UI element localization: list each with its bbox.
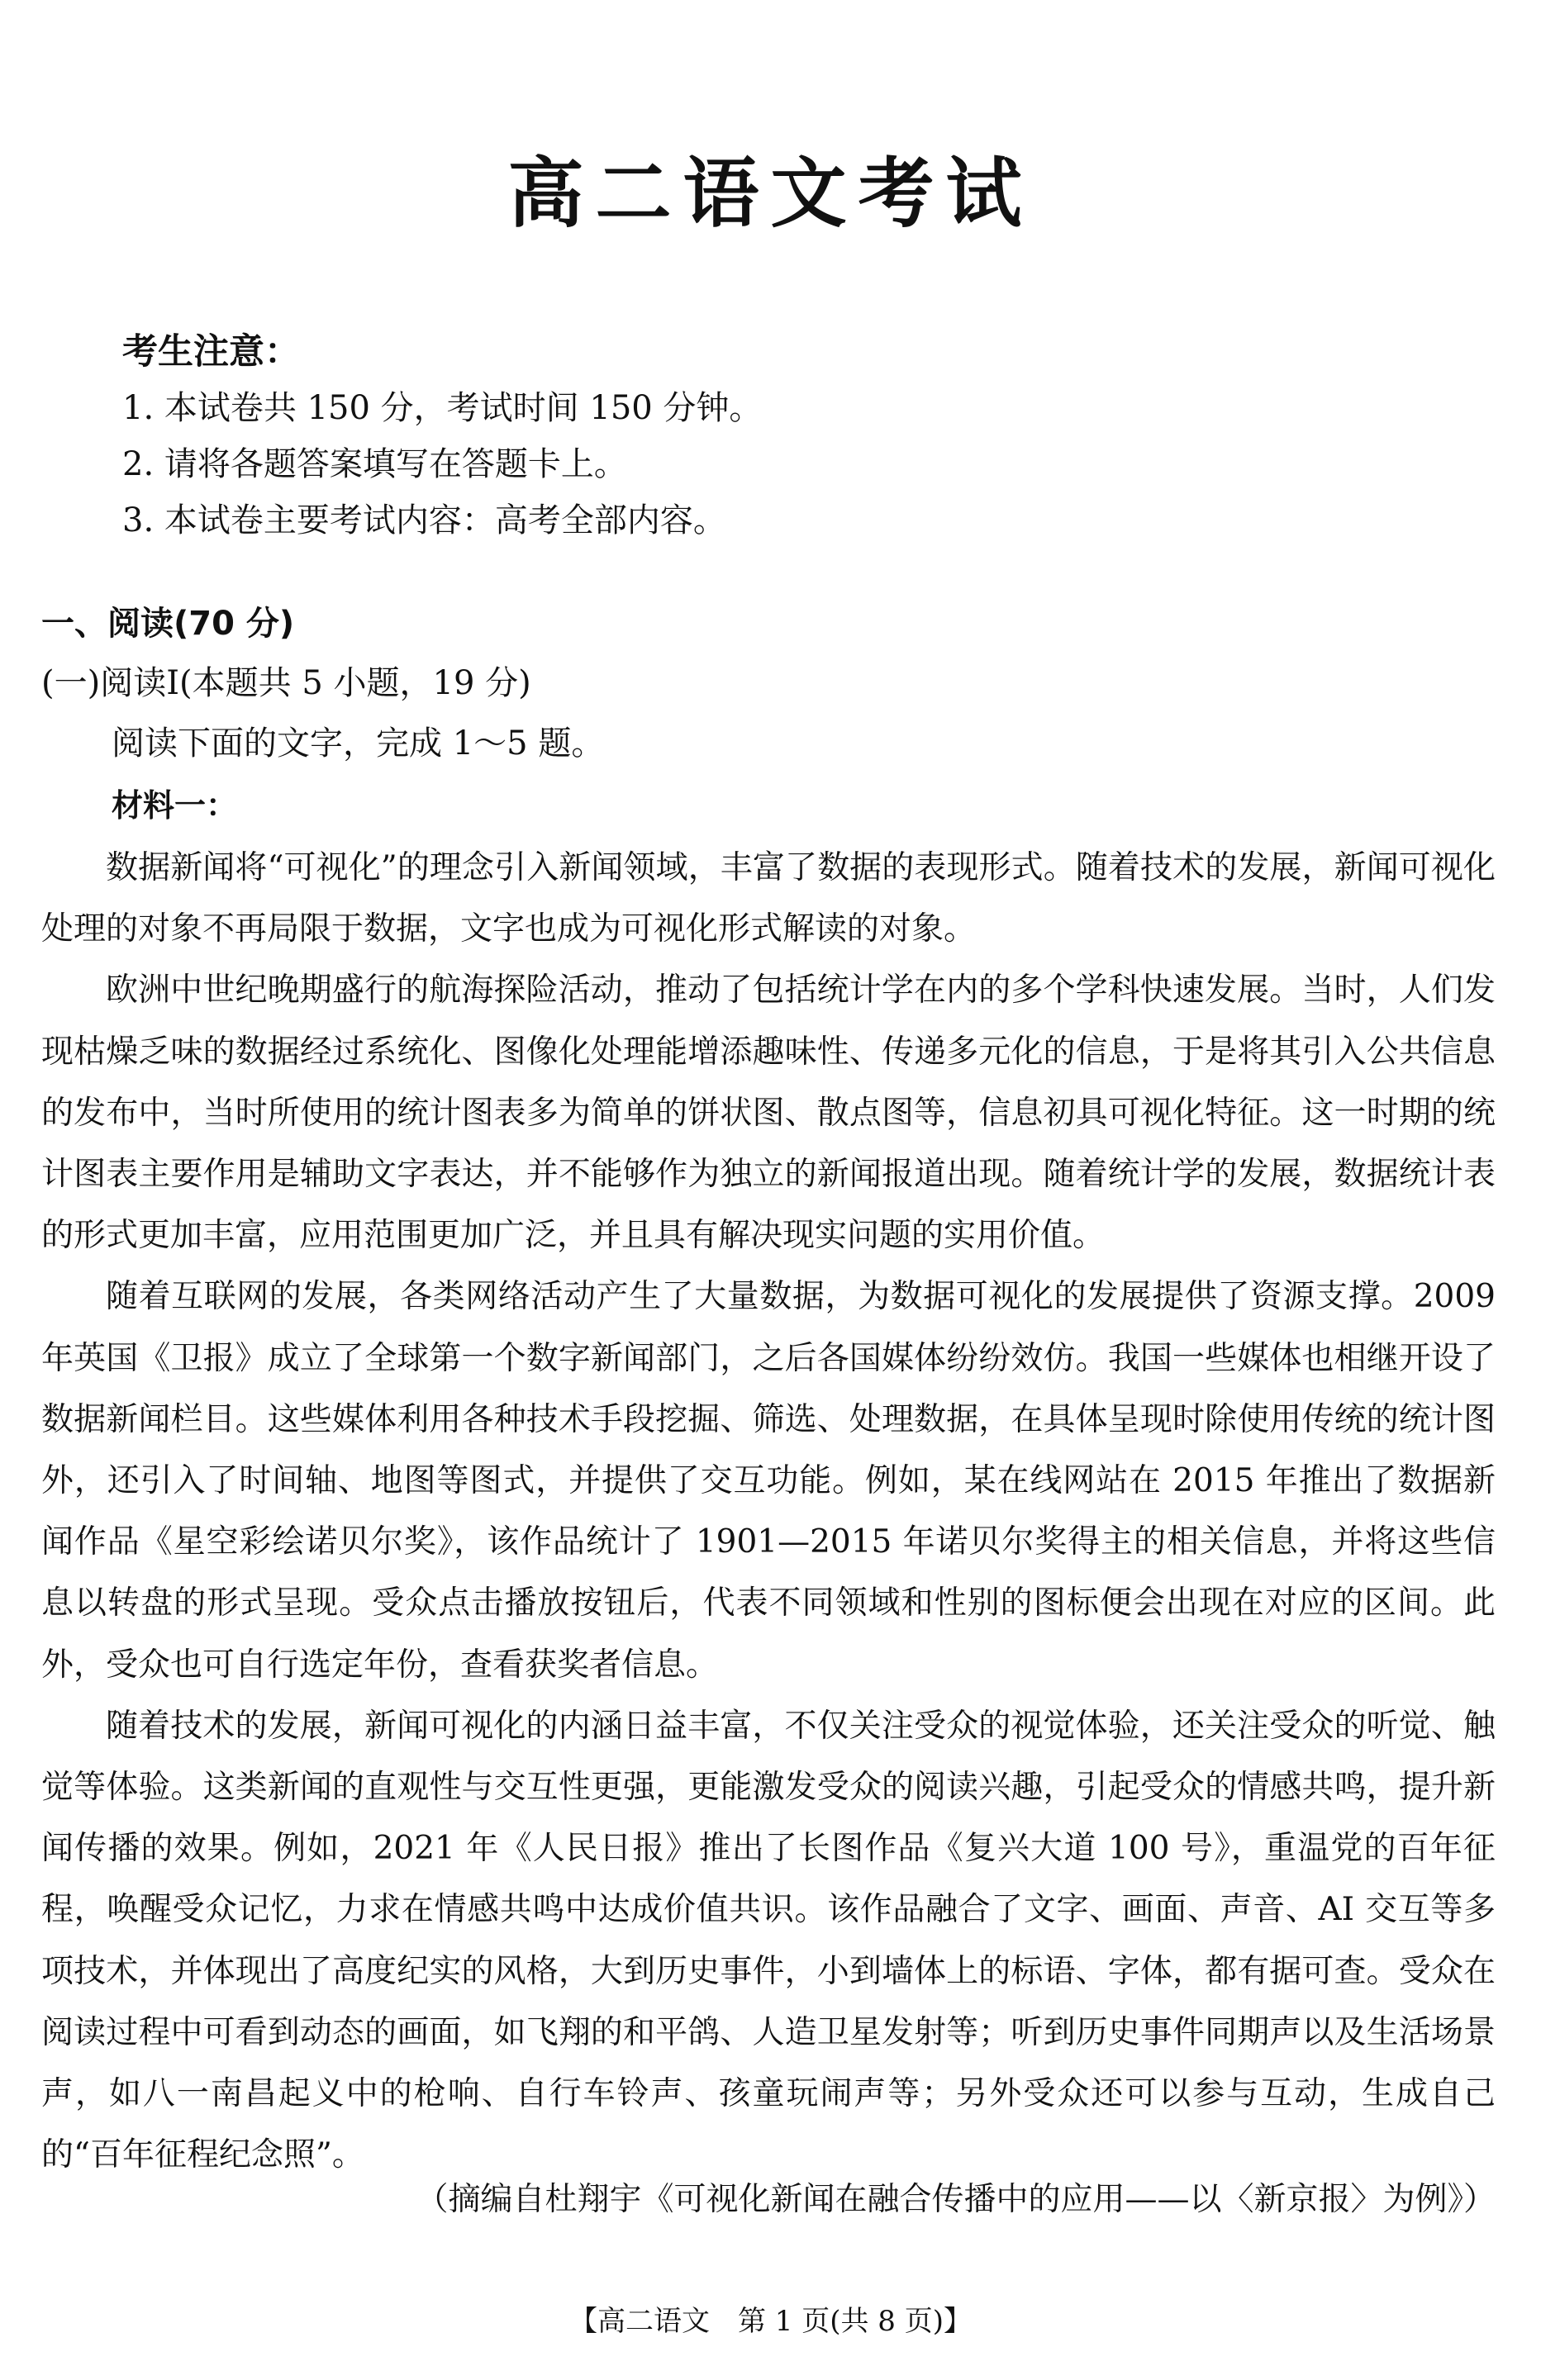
section-subheading: (一)阅读Ⅰ(本题共 5 小题，19 分) <box>41 664 531 702</box>
page-title: 高二语文考试 <box>507 150 1034 238</box>
notice-heading: 考生注意： <box>122 331 300 373</box>
material-text <box>41 838 1496 2186</box>
notice-item: 1. 本试卷共 150 分，考试时间 150 分钟。 <box>122 389 763 427</box>
reading-instruction: 阅读下面的文字，完成 1～5 题。 <box>112 724 605 762</box>
notice-list <box>122 380 762 549</box>
paragraph: 欧洲中世纪晚期盛行的航海探险活动，推动了包括统计学在内的多个学科快速发展。当时，人们发现枯燥乏味的数据经过系统化、图像化处理能增添趣味性、传递多元化的信息，于是将其引入公共信息的发布中，当时所使用的统计图表多为简单的饼状图、散点图等，信息初具可视化特征。这一时期的统计图表主要作用是辅助文字表达，并不能够作为独立的新闻报道出现。随着统计学的发展，数据统计表的形式更加丰富，应用范围更加广泛，并且具有解决现实问题的实用价值。 <box>41 971 1496 1255</box>
paragraph: 随着技术的发展，新闻可视化的内涵日益丰富，不仅关注受众的视觉体验，还关注受众的听觉、触觉等体验。这类新闻的直观性与交互性更强，更能激发受众的阅读兴趣，引起受众的情感共鸣，提升新闻传播的效果。例如，2021 年《人民日报》推出了长图作品《复兴大道 100 号》，重温党的百年征程，唤醒受众记忆，力求在情感共鸣中达成价值共识。该作品融合了文字、画面、声音、AI 交互等多项技术，并体现出了高度纪实的风格，大到历史事件，小到墙体上的标语、字体，都有据可查。受众在阅读过程中可看到动态的画面，如飞翔的和平鸽、人造卫星发射等；听到历史事件同期声以及生活场景声，如八一南昌起义中的枪响、自行车铃声、孩童玩闹声等；另外受众还可以参与互动，生成自己的“百年征程纪念照”。 <box>41 1707 1496 2174</box>
notice-item: 3. 本试卷主要考试内容：高考全部内容。 <box>122 501 726 539</box>
paragraph: 随着互联网的发展，各类网络活动产生了大量数据，为数据可视化的发展提供了资源支撑。2009 年英国《卫报》成立了全球第一个数字新闻部门，之后各国媒体纷纷效仿。我国一些媒体也相继开设了数据新闻栏目。这些媒体利用各种技术手段挖掘、筛选、处理数据，在具体呈现时除使用传统的统计图外，还引入了时间轴、地图等图式，并提供了交互功能。例如，某在线网站在 2015 年推出了数据新闻作品《星空彩绘诺贝尔奖》，该作品统计了 1901—2015 年诺贝尔奖得主的相关信息，并将这些信息以转盘的形式呈现。受众点击播放按钮后，代表不同领域和性别的图标便会出现在对应的区间。此外，受众也可自行选定年份，查看获奖者信息。 <box>41 1278 1496 1684</box>
paragraph: 数据新闻将“可视化”的理念引入新闻领域，丰富了数据的表现形式。随着技术的发展，新闻可视化处理的对象不再局限于数据，文字也成为可视化形式解读的对象。 <box>41 849 1496 948</box>
page-footer: 【高二语文 第 1 页(共 8 页)】 <box>568 2305 973 2338</box>
section-heading: 一、阅读(70 分) <box>41 605 295 643</box>
source-citation: （摘编自杜翔宇《可视化新闻在融合传播中的应用——以〈新京报〉为例》） <box>416 2181 1496 2218</box>
notice-item: 2. 请将各题答案填写在答题卡上。 <box>122 445 627 483</box>
material-label: 材料一： <box>112 787 238 824</box>
